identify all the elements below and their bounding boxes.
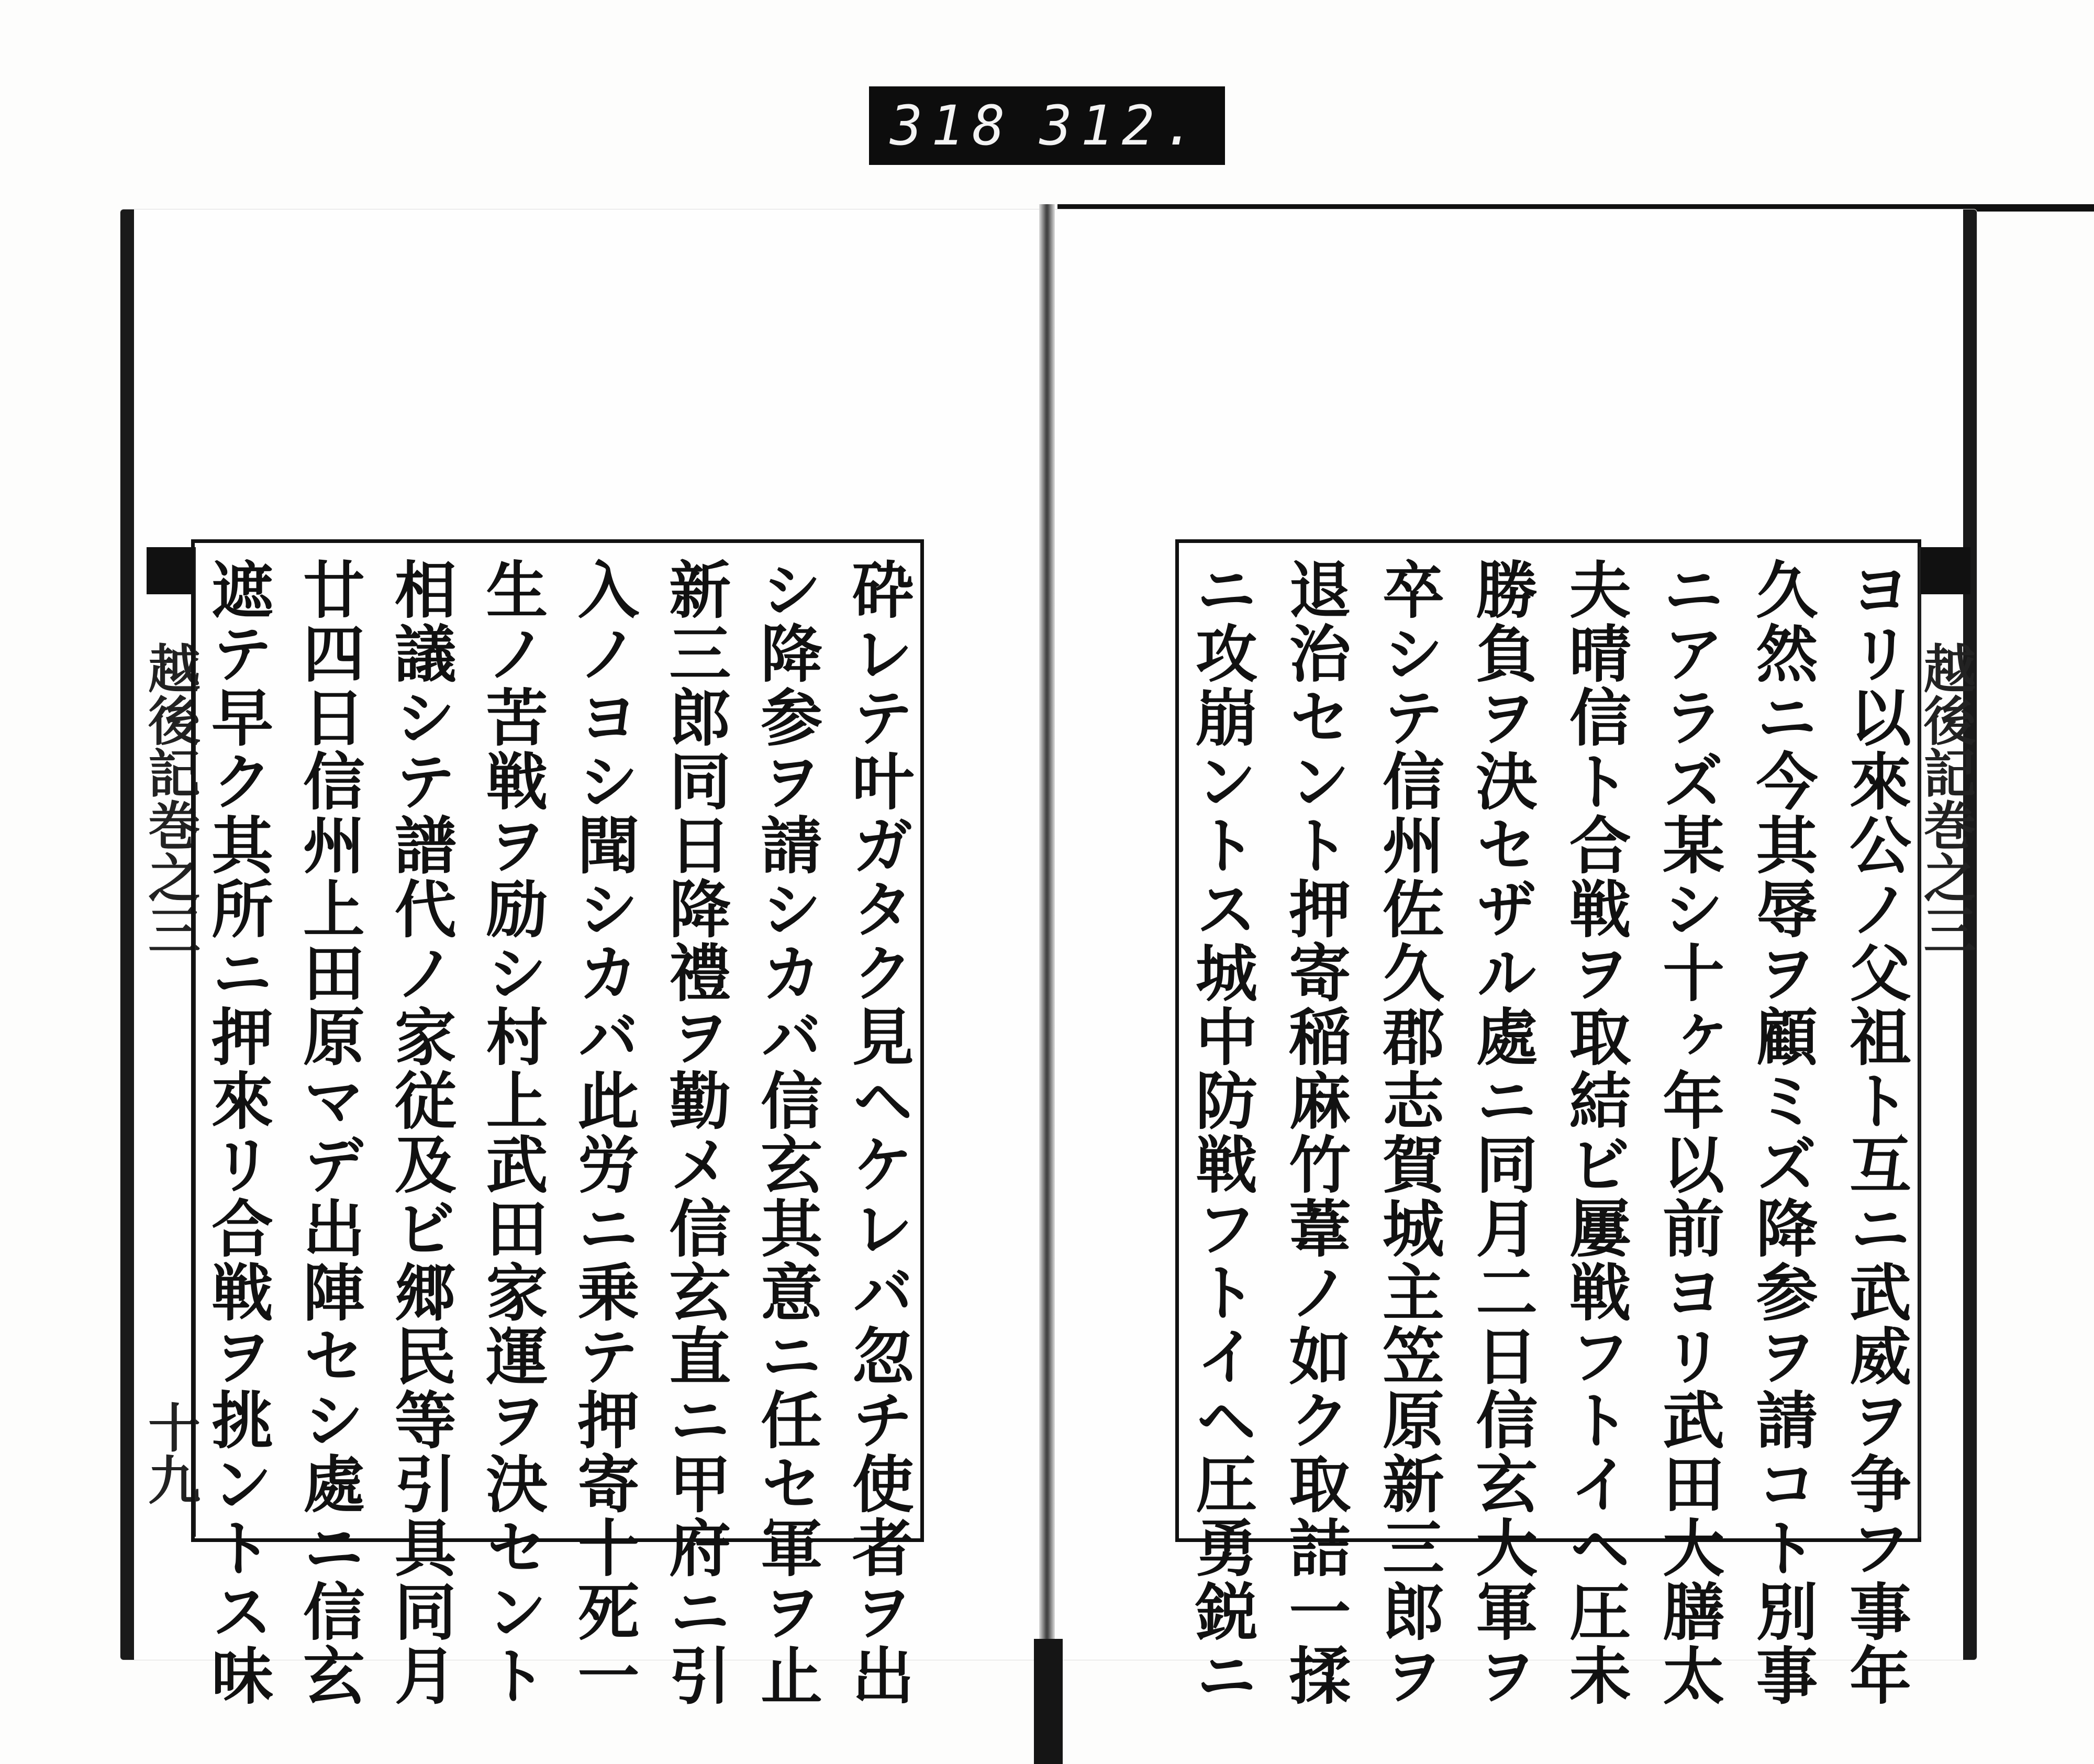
left-margin-title: 越後記巻之三 — [139, 641, 201, 956]
text-column: 遮テ早ク其所ニ押來リ合戦ヲ挑ントス味 — [201, 558, 274, 1707]
text-column: 相議シテ譜代ノ家従及ビ郷民等引具同月 — [384, 558, 457, 1707]
text-column: 生ノ苦戦ヲ励シ村上武田家運ヲ決セント — [475, 558, 549, 1707]
right-margin-title: 越後記巻之三 — [1914, 641, 1977, 956]
text-column: 久然ニ今其辱ヲ顧ミズ降参ヲ請コト別事 — [1745, 558, 1819, 1707]
text-column: ヨリ以來公ノ父祖ト互ニ武威ヲ争フ事年 — [1839, 558, 1912, 1707]
text-column: 新三郎同日降禮ヲ勤メ信玄直ニ甲府ニ引 — [659, 558, 732, 1707]
right-text-frame — [1175, 539, 1921, 1707]
text-column: 砕レテ叶ガタク見ヘケレバ忽チ使者ヲ出 — [841, 558, 915, 1707]
fish-tail-mark — [1921, 547, 1970, 594]
text-column: ニアラズ某シ十ヶ年以前ヨリ武田大膳太 — [1652, 558, 1725, 1707]
text-column: 廿四日信州上田原マデ出陣セシ處ニ信玄 — [292, 558, 365, 1707]
binding-shadow — [1034, 1639, 1063, 1764]
text-column: シ降参ヲ請シカバ信玄其意ニ任セ軍ヲ止 — [750, 558, 823, 1707]
archive-number-plate — [869, 86, 1225, 165]
text-column: 卒シテ信州佐久郡志賀城主笠原新三郎ヲ — [1372, 558, 1445, 1707]
text-column: 入ノヨシ聞シカバ此労ニ乗テ押寄十死一 — [567, 558, 640, 1707]
book-gutter — [1039, 204, 1055, 1665]
text-column: 夫晴信ト合戦ヲ取結ビ屢戦フトイヘ圧未 — [1558, 558, 1632, 1707]
left-text-frame — [191, 539, 924, 1707]
text-column: 退治セント押寄稲麻竹葦ノ如ク取詰一揉 — [1278, 558, 1352, 1707]
archive-number-left: 318 — [890, 94, 1013, 158]
text-column: ニ攻崩ントス城中防戦フトイヘ圧勇鋭ニ — [1185, 558, 1258, 1707]
archive-number-right: 312. — [1039, 94, 1204, 158]
text-column: 勝負ヲ決セザル處ニ同月二日信玄大軍ヲ — [1465, 558, 1539, 1707]
left-page-margin — [139, 547, 201, 1537]
left-folio-number: 十九 — [139, 1401, 201, 1505]
right-page-margin — [1914, 547, 1977, 1537]
fish-tail-mark — [147, 547, 194, 594]
